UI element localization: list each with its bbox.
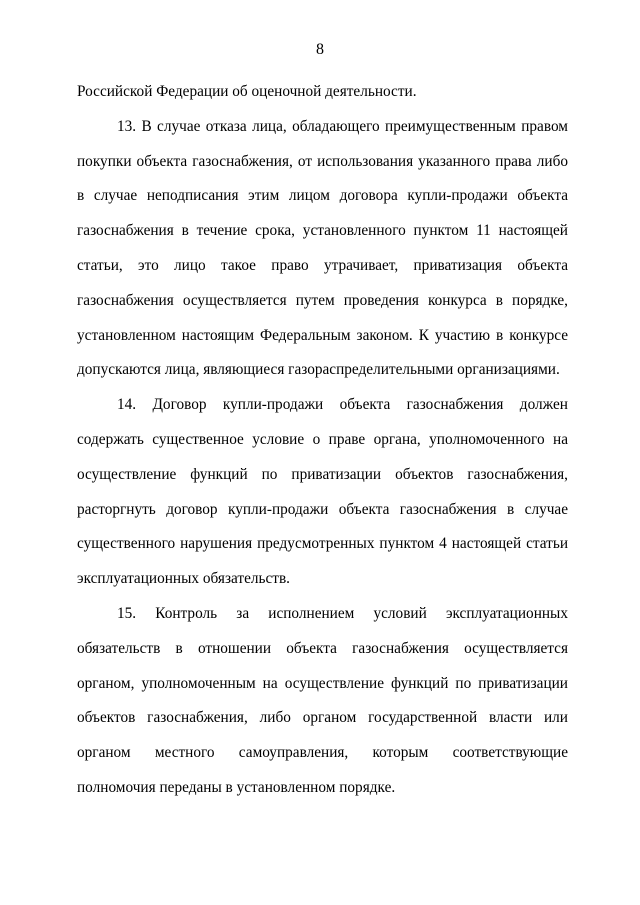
- paragraph-14: 14. Договор купли-продажи объекта газоснабжения должен содержать существенное условие о праве органа, уполномоченного на осуществление функций по приватизации объектов газоснабжения, расторгнуть договор купли-продажи объекта газоснабжения в случае существенного нарушения предусмотренных пунктом 4 настоящей статьи эксплуатационных обязательств.: [77, 396, 568, 588]
- paragraph-continuation: Российской Федерации об оценочной деятельности.: [77, 83, 417, 100]
- paragraph-13: 13. В случае отказа лица, обладающего преимущественным правом покупки объекта газоснабжения, от использования указанного права либо в случае неподписания этим лицом договора купли-продажи объекта газоснабжения в течение срока, установленного пунктом 11 настоящей статьи, это лицо такое право утрачивает, приватизация объекта газоснабжения осуществляется путем проведения конкурса в порядке, установленном настоящим Федеральным законом. К участию в конкурсе допускаются лица, являющиеся газораспределительными организациями.: [77, 117, 568, 379]
- page-number: 8: [316, 41, 324, 58]
- paragraph-15: 15. Контроль за исполнением условий эксплуатационных обязательств в отношении объекта газоснабжения осуществляется органом, уполномоченным на осуществление функций по приватизации объектов газоснабжения, либо органом государственной власти или органом местного самоуправления, которым соответствующие полномочия переданы в установленном порядке.: [77, 604, 568, 796]
- document-body: [77, 75, 568, 806]
